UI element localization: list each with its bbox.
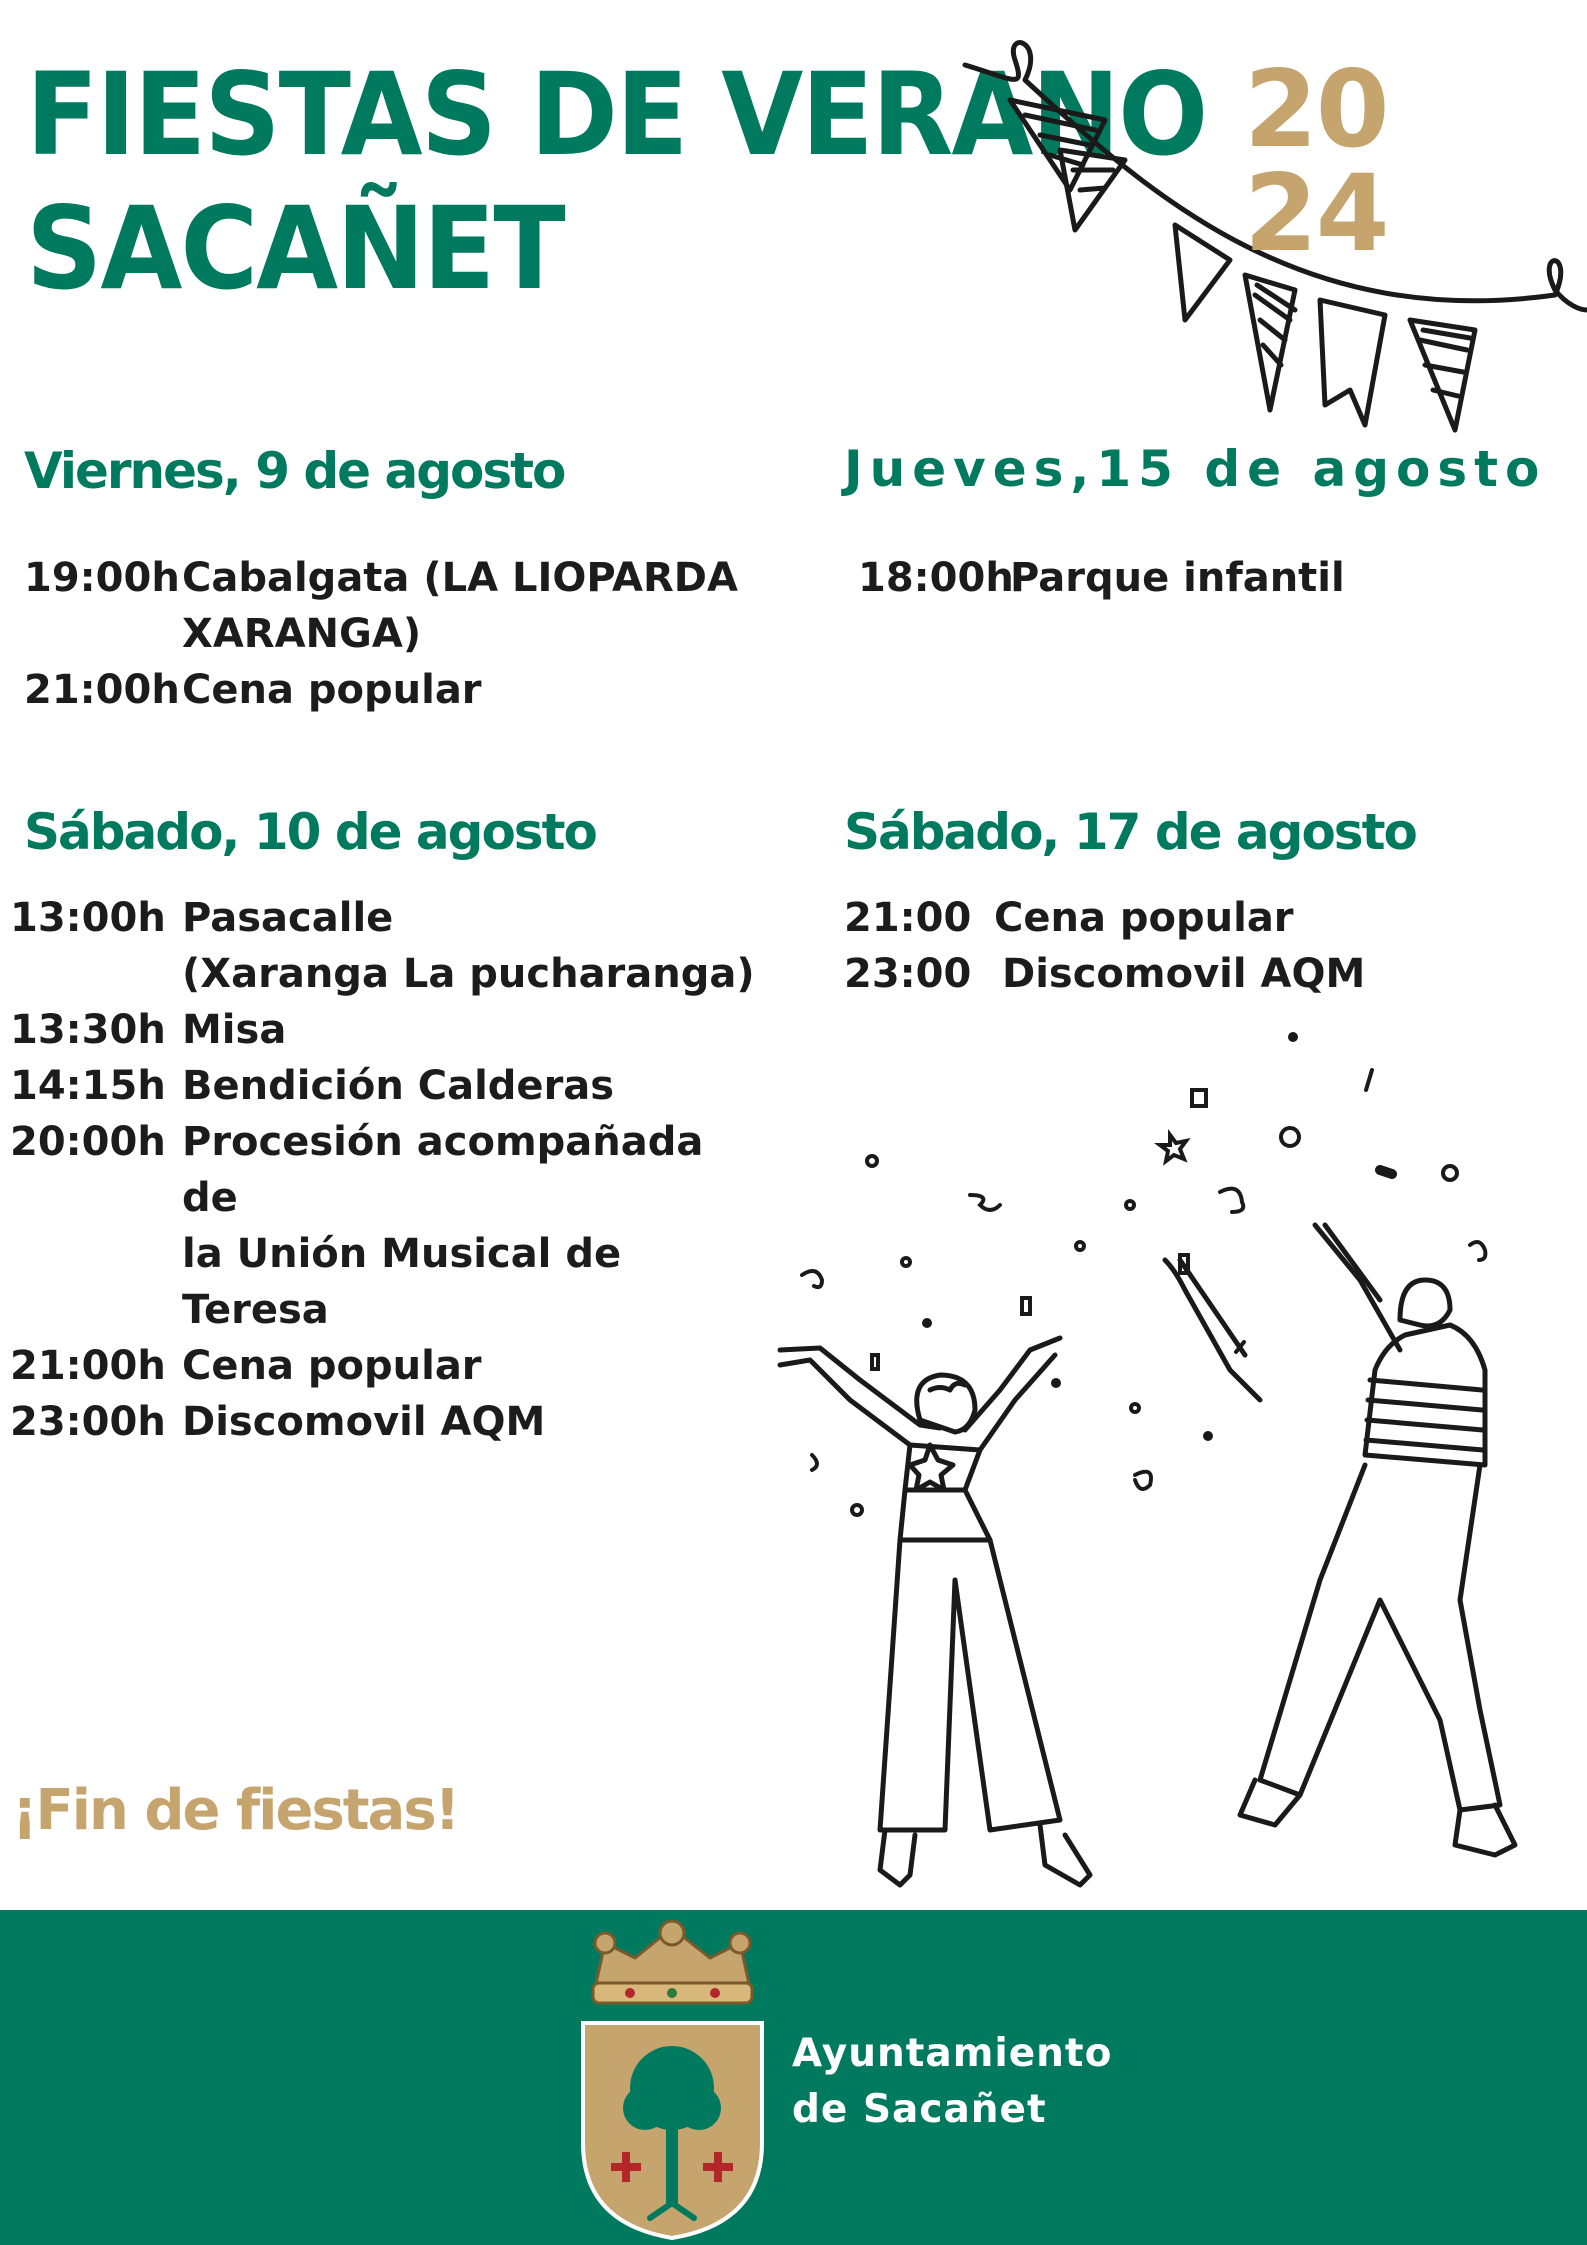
day-section-viernes	[24, 442, 764, 500]
event-list-jueves	[858, 550, 1578, 606]
event-description: Cena popular	[994, 895, 1294, 941]
event-time: 21:00	[844, 895, 972, 941]
event-row	[10, 890, 770, 1002]
event-time: 21:00h	[24, 667, 180, 713]
event-time: 21:00h	[10, 1343, 166, 1389]
event-row	[858, 550, 1578, 606]
event-list-sabado-10	[10, 890, 770, 1450]
event-row	[10, 1058, 770, 1114]
footer-organization	[792, 2026, 1112, 2138]
event-list-viernes	[24, 550, 764, 718]
event-description: Bendición Calderas	[182, 1063, 615, 1109]
event-time: 23:00	[844, 951, 972, 997]
day-heading: Sábado, 10 de agosto	[24, 803, 596, 861]
event-time: 23:00h	[10, 1399, 166, 1445]
organization-line-2: de Sacañet	[792, 2087, 1047, 2132]
event-time: 13:00h	[10, 895, 166, 941]
dancers-illustration	[760, 1020, 1560, 1920]
event-description: Procesión acompañada de la Unión Musical de Teresa	[182, 1119, 704, 1333]
closing-message: ¡Fin de fiestas!	[12, 1778, 459, 1843]
dancing-woman-icon	[780, 1338, 1090, 1885]
coat-of-arms-icon	[575, 1923, 770, 2243]
event-description: Misa	[182, 1007, 287, 1053]
title-line-1: FIESTAS DE VERANO	[26, 48, 1207, 181]
event-description: Discomovil AQM	[1002, 951, 1366, 997]
year-line-2: 24	[1244, 152, 1388, 275]
event-time: 13:30h	[10, 1007, 166, 1053]
event-time: 18:00h	[858, 555, 1014, 601]
organization-line-1: Ayuntamiento	[792, 2031, 1113, 2076]
event-row	[10, 1394, 770, 1450]
event-row	[844, 890, 1564, 946]
day-heading: Sábado, 17 de agosto	[844, 803, 1416, 861]
day-section-sabado-10	[24, 803, 764, 861]
event-row	[24, 662, 764, 718]
event-description: Cena popular	[182, 667, 482, 713]
event-time: 14:15h	[10, 1063, 166, 1109]
day-heading: Jueves,15 de agosto	[844, 440, 1547, 498]
year-line-1: 20	[1244, 48, 1388, 171]
event-description: Cabalgata (LA LIOPARDA XARANGA)	[182, 555, 738, 657]
event-row	[24, 550, 764, 662]
event-time: 20:00h	[10, 1119, 166, 1165]
year	[1244, 48, 1394, 275]
event-list-sabado-17	[844, 890, 1564, 1002]
event-time: 19:00h	[24, 555, 180, 601]
event-row	[844, 946, 1564, 1002]
dancing-man-icon	[1165, 1225, 1515, 1855]
event-description: Cena popular	[182, 1343, 482, 1389]
event-description: Parque infantil	[1010, 555, 1345, 601]
day-section-sabado-17	[844, 803, 1584, 861]
event-description: Discomovil AQM	[182, 1399, 546, 1445]
day-heading: Viernes, 9 de agosto	[24, 442, 565, 500]
event-description: Pasacalle (Xaranga La pucharanga)	[182, 895, 755, 997]
event-row	[10, 1002, 770, 1058]
day-section-jueves	[844, 440, 1584, 498]
event-row	[10, 1338, 770, 1394]
crown-icon	[593, 1921, 752, 2003]
title-line-2: SACAÑET	[26, 181, 564, 315]
event-row	[10, 1114, 770, 1338]
